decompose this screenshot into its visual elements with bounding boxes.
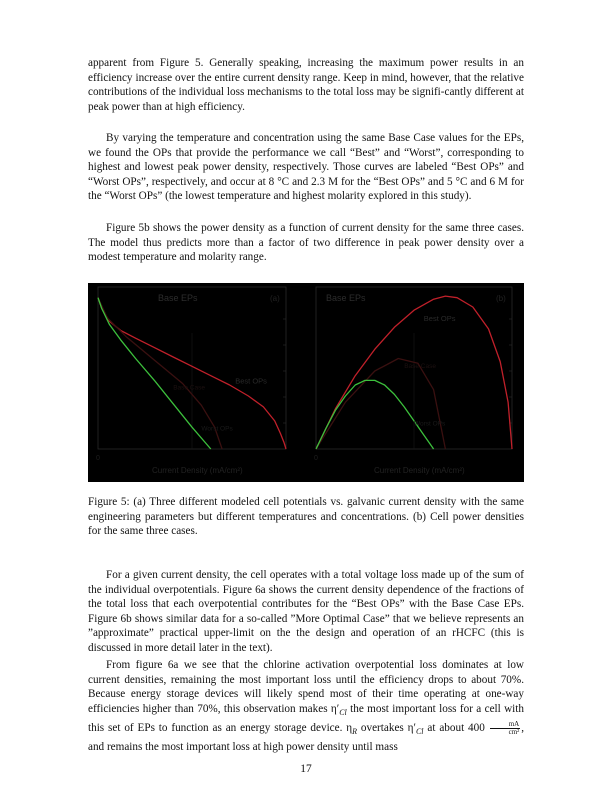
panel-b-xlabel: Current Density (mA/cm²) [374,466,465,475]
panel-b-series-base-case [316,359,445,450]
panel-b-panel-label: (b) [496,294,506,303]
panel-b-title: Base EPs [326,293,366,303]
panel-a-title: Base EPs [158,293,198,303]
paragraph-5-text-2: the most important loss for a cell with this set of EPs to function as an energy storage device. [88,702,524,734]
panel-a-series-worst-ops [98,298,211,449]
panel-a-xlabel: Current Density (mA/cm²) [152,466,243,475]
paragraph-5-text-4: at about 400 [423,721,489,734]
figure-caption: Figure 5: (a) Three different modeled cell potentials vs. galvanic current density with the same engineering parameters but different temperatures and concentrations. (b) Cell power densities for the same three cases. [88,496,524,538]
unit-denominator: cm² [508,727,520,736]
panel-b-label-best: Best OPs [423,314,456,324]
page-number: 17 [300,763,312,775]
unit-numerator: mA [490,721,521,729]
panel-b-series-worst-ops [316,380,434,449]
panel-a-label-best: Best OPs [235,376,267,386]
paragraph-2: By varying the temperature and concentration using the same Base Case values for the EPs, we found the OPs that provide the performance we call “Best” and “Worst”, corresponding to highest and lowest peak power density, respectively. Those curves are labeled “Best OPs” and “Worst OPs”, respectively, and occur at 8 °C and 2.3 M for the “Best OPs” and 5 °C and 6 M for the “Worst OPs” (the lowest temperature and highest molarity explored in this study). [88,132,524,203]
eta-r-glyph: η [346,721,353,734]
panel-a-label-worst: Worst OPs [201,425,233,433]
panel-b-label-base: Base Case [404,362,436,370]
eta-cl-symbol [330,702,347,718]
figure-5 [88,283,524,482]
paragraph-1: apparent from Figure 5. Generally speaking, increasing the maximum power results in an efficiency increase over the entire current density range. Keep in mind, however, that the relative contributions of the individual loss mechanisms to the total loss may be signifi-cantly different at peak power than at high efficiency. [88,57,524,113]
panel-b-label-worst: Worst OPs [414,420,446,428]
eta-cl-subscript: Cl [339,708,347,718]
paragraph-5-text-3: overtakes [357,721,408,734]
eta-cl-glyph: η′ [330,702,340,715]
panel-b-xtick-label: 0 [314,455,318,462]
eta-cl-symbol-2 [408,722,424,734]
eta-r-subscript: R [352,726,358,736]
panel-a-panel-label: (a) [270,294,280,303]
panel-a-xtick-label: 0 [96,455,100,462]
eta-cl-glyph-2: η′ [407,721,416,734]
eta-r-symbol [346,722,357,734]
paragraph-4: For a given current density, the cell operates with a total voltage loss made up of the sum of the individual overpotentials. Figure 6a shows the current density dependence of the fractions of the total loss that each overpotential contributes for the “Best OPs” with the Base Case EPs. Figure 6b shows similar data for a so-called ”More Optimal Case” that we believe represents an ”approximate” practical upper-limit on the the design and operation of an rHCFC (this is discussed in more detail later in the text). [88,569,524,654]
panel-a-label-base: Base Case [173,384,205,392]
figure-5-svg [88,283,524,482]
paragraph-3: Figure 5b shows the power density as a function of current density for the same three cases. The model thus predicts more than a factor of two difference in peak power density over a modest temperature and molarity range. [88,222,524,264]
eta-cl-subscript-2: Cl [415,726,424,736]
paragraph-5-text-1: From figure 6a we see that the chlorine activation overpotential loss dominates at low current densities, remaining the most important loss until the efficiency drops to about 70%. Because energy storage devices will likely spend most of their time operating at one-way efficiencies higher than 70%, this observation makes [88,659,524,715]
paragraph-5 [88,658,524,754]
unit-fraction [490,721,521,736]
paragraph-5-text-5: , and remains the most important loss at high power density until mass [88,721,524,753]
